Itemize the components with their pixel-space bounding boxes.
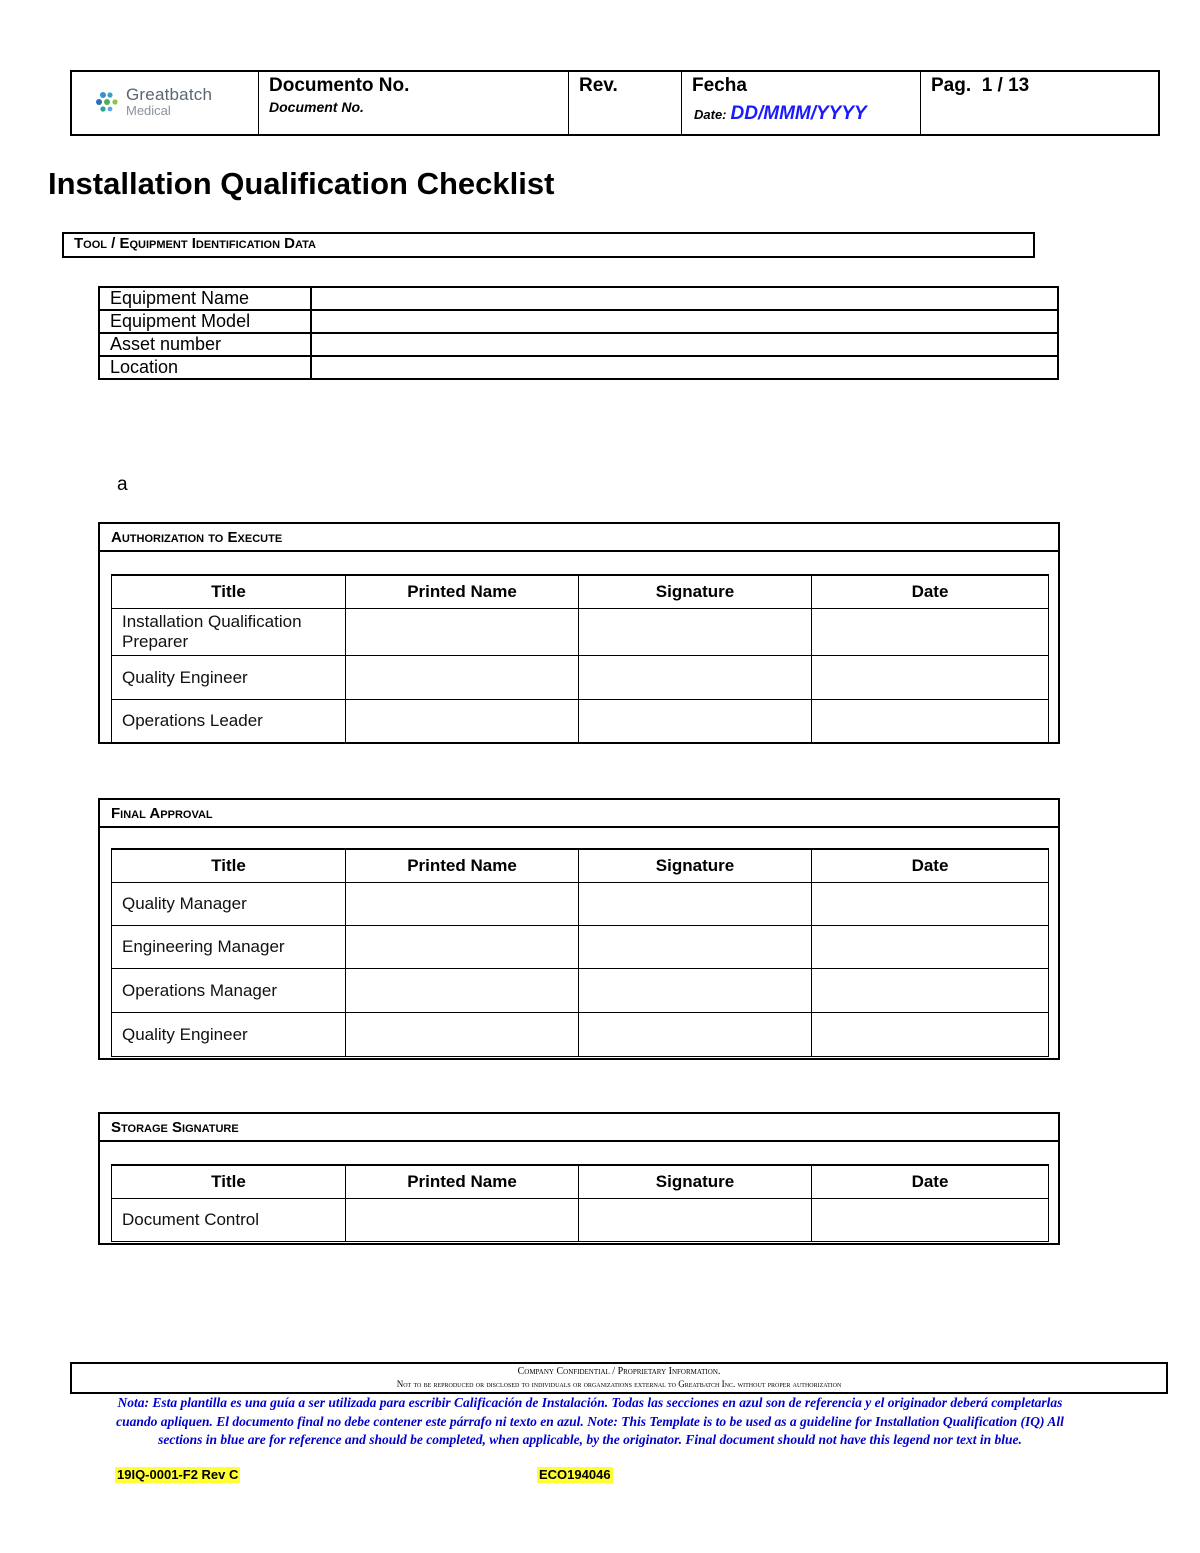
equipment-model-label: Equipment Model [99, 310, 311, 333]
signature-cell[interactable] [579, 926, 812, 969]
authorization-section [98, 522, 1060, 744]
storage-section [98, 1112, 1060, 1245]
printed-name-cell[interactable] [346, 1013, 579, 1057]
printed-name-cell[interactable] [346, 969, 579, 1013]
col-date: Date [812, 849, 1049, 883]
date-cell[interactable] [812, 1199, 1049, 1242]
row-title: Quality Engineer [112, 656, 346, 700]
table-row [112, 609, 1049, 656]
equipment-row [99, 333, 1058, 356]
signature-cell[interactable] [579, 656, 812, 700]
row-title: Operations Manager [112, 969, 346, 1013]
equipment-row [99, 287, 1058, 310]
row-title: Document Control [112, 1199, 346, 1242]
stray-text: a [117, 474, 128, 495]
signature-cell[interactable] [579, 700, 812, 743]
confidentiality-footer [70, 1362, 1168, 1394]
printed-name-cell[interactable] [346, 656, 579, 700]
col-printed-name: Printed Name [346, 849, 579, 883]
col-date: Date [812, 575, 1049, 609]
form-id: 19IQ-0001-F2 Rev C [117, 1467, 239, 1482]
date-cell[interactable] [812, 656, 1049, 700]
printed-name-cell[interactable] [346, 609, 579, 656]
date-cell [682, 71, 921, 135]
table-row [112, 926, 1049, 969]
date-cell[interactable] [812, 1013, 1049, 1057]
identification-heading: Tool / Equipment Identification Data [62, 232, 1035, 258]
authorization-table [111, 574, 1049, 743]
rev-cell [569, 71, 682, 135]
row-title: Quality Manager [112, 883, 346, 926]
table-row [112, 656, 1049, 700]
doc-number-label: Documento No. [269, 75, 410, 96]
date-placeholder: DD/MMM/YYYY [730, 103, 867, 124]
page-label: Pag. [931, 75, 972, 96]
equipment-model-value[interactable] [311, 310, 1058, 333]
company-logo [72, 72, 258, 117]
location-label: Location [99, 356, 311, 379]
eco-number: ECO194046 [539, 1467, 611, 1482]
equipment-name-label: Equipment Name [99, 287, 311, 310]
date-cell[interactable] [812, 609, 1049, 656]
printed-name-cell[interactable] [346, 700, 579, 743]
signature-cell[interactable] [579, 609, 812, 656]
signature-cell[interactable] [579, 883, 812, 926]
table-row [112, 1013, 1049, 1057]
authorization-heading: Authorization to Execute [100, 524, 1058, 552]
col-printed-name: Printed Name [346, 1165, 579, 1199]
printed-name-cell[interactable] [346, 1199, 579, 1242]
final-approval-section [98, 798, 1060, 1060]
col-signature: Signature [579, 849, 812, 883]
page-title: Installation Qualification Checklist [48, 166, 555, 201]
confidential-line: Company Confidential / Proprietary Information. [517, 1366, 721, 1377]
equipment-row [99, 310, 1058, 333]
logo-dots-icon [96, 91, 120, 113]
row-title: Operations Leader [112, 700, 346, 743]
equipment-row [99, 356, 1058, 379]
signature-cell[interactable] [579, 969, 812, 1013]
doc-number-sublabel: Document No. [269, 99, 364, 115]
printed-name-cell[interactable] [346, 883, 579, 926]
table-row [112, 700, 1049, 743]
col-signature: Signature [579, 575, 812, 609]
equipment-name-value[interactable] [311, 287, 1058, 310]
signature-cell[interactable] [579, 1199, 812, 1242]
col-title: Title [112, 575, 346, 609]
template-note: Nota: Esta plantilla es una guía a ser utilizada para escribir Calificación de Instalación. Todas las secciones en azul son de referencia y el originador deberá completarlas cuando apliquen. El documento final no debe contener este párrafo ni texto en azul. Note: This Template is to be used as a guideline for Installation Qualification (IQ) All sections in blue are for reference and should be completed, when applicable, by the originator. Final document should not have this legend nor text in blue. [116, 1395, 1064, 1447]
asset-number-value[interactable] [311, 333, 1058, 356]
rev-label: Rev. [579, 75, 618, 96]
row-title: Installation Qualification Preparer [112, 609, 346, 656]
row-title: Quality Engineer [112, 1013, 346, 1057]
asset-number-label: Asset number [99, 333, 311, 356]
col-signature: Signature [579, 1165, 812, 1199]
page-number: 1 / 13 [981, 75, 1030, 96]
signature-cell[interactable] [579, 1013, 812, 1057]
col-title: Title [112, 1165, 346, 1199]
date-cell[interactable] [812, 969, 1049, 1013]
date-label: Fecha [692, 75, 747, 96]
doc-number-cell [259, 71, 569, 135]
col-printed-name: Printed Name [346, 575, 579, 609]
final-approval-heading: Final Approval [100, 800, 1058, 828]
date-sublabel: Date: [694, 107, 727, 122]
table-row [112, 883, 1049, 926]
printed-name-cell[interactable] [346, 926, 579, 969]
page-cell [921, 71, 1160, 135]
logo-wordmark: Greatbatch [126, 85, 213, 104]
col-title: Title [112, 849, 346, 883]
col-date: Date [812, 1165, 1049, 1199]
equipment-table [98, 286, 1059, 380]
logo-subtitle: Medical [126, 103, 171, 118]
final-approval-table [111, 848, 1049, 1057]
storage-heading: Storage Signature [100, 1114, 1058, 1142]
table-row [112, 1199, 1049, 1242]
table-row [112, 969, 1049, 1013]
document-header [70, 70, 1160, 136]
location-value[interactable] [311, 356, 1058, 379]
date-cell[interactable] [812, 926, 1049, 969]
date-cell[interactable] [812, 883, 1049, 926]
storage-table [111, 1164, 1049, 1242]
row-title: Engineering Manager [112, 926, 346, 969]
disclosure-line: Not to be reproduced or disclosed to individuals or organizations external to Greatbatch Inc. without proper authorization [396, 1379, 842, 1389]
date-cell[interactable] [812, 700, 1049, 743]
